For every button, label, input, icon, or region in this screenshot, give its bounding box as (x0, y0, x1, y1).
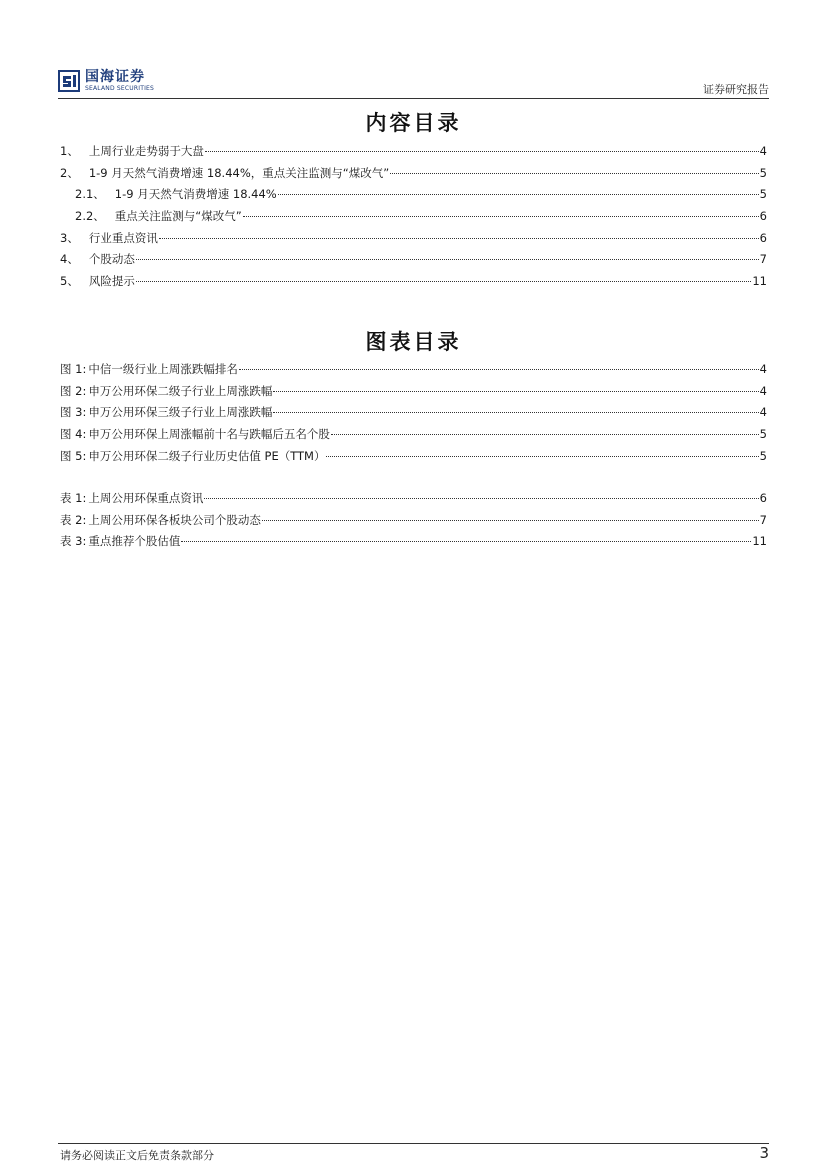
toc-entry-label: 1-9 月天然气消费增速 18.44%，重点关注监测与“煤改气” (88, 165, 390, 180)
figures-list (60, 361, 767, 469)
toc-entry[interactable] (60, 230, 767, 252)
toc-entry-number: 4、 (60, 252, 79, 267)
toc-entry-number: 2、 (60, 165, 79, 180)
logo-english-name: SEALAND SECURITIES (85, 85, 155, 92)
toc-entry[interactable] (60, 143, 767, 165)
contents-list (60, 143, 767, 295)
toc-entry-page: 6 (759, 209, 767, 224)
figure-entry[interactable] (60, 383, 767, 405)
dot-leader (159, 238, 759, 239)
footer-divider (58, 1143, 769, 1144)
toc-entry-label: 行业重点资讯 (88, 230, 158, 245)
dot-leader (243, 216, 759, 217)
figure-entry-page: 4 (759, 362, 767, 376)
toc-entry-page: 11 (752, 274, 767, 289)
dot-leader (262, 520, 759, 521)
dot-leader (136, 281, 752, 282)
toc-entry-page: 6 (759, 230, 767, 245)
table-entry-page: 6 (759, 491, 767, 505)
figure-entry-page: 4 (759, 383, 767, 398)
figure-entry-label: 申万公用环保二级子行业历史估值 PE（TTM） (88, 448, 326, 463)
dot-leader (181, 541, 751, 542)
dot-leader (331, 434, 759, 435)
toc-entry-page: 5 (759, 187, 767, 202)
figure-entry[interactable] (60, 361, 767, 383)
dot-leader (273, 391, 758, 392)
figures-title: 图表目录 (365, 330, 462, 354)
toc-entry-page: 4 (759, 144, 767, 158)
toc-entry-number: 5、 (60, 274, 79, 289)
page-number: 3 (759, 1144, 769, 1162)
footer-disclaimer: 请务必阅读正文后免责条款部分 (60, 1149, 214, 1162)
table-entry-label: 上周公用环保各板块公司个股动态 (88, 512, 261, 527)
figure-entry-number: 图 3: (60, 405, 87, 420)
figure-entry-label: 申万公用环保三级子行业上周涨跌幅 (88, 405, 273, 420)
table-entry-label: 重点推荐个股估值 (88, 534, 181, 549)
table-entry-number: 表 3: (60, 534, 87, 549)
dot-leader (204, 498, 758, 499)
toc-subentry[interactable] (60, 208, 767, 230)
toc-entry-label: 个股动态 (88, 252, 135, 267)
dot-leader (278, 194, 759, 195)
figure-entry[interactable] (60, 448, 767, 470)
dot-leader (136, 259, 759, 260)
toc-entry-label: 1-9 月天然气消费增速 18.44% (114, 187, 277, 202)
table-entry-number: 表 2: (60, 512, 87, 527)
figure-entry-number: 图 5: (60, 448, 87, 463)
dot-leader (239, 369, 759, 370)
toc-entry-label: 重点关注监测与“煤改气” (114, 209, 242, 224)
figure-entry[interactable] (60, 426, 767, 448)
toc-entry-label: 上周行业走势弱于大盘 (88, 144, 204, 158)
dot-leader (273, 412, 758, 413)
toc-entry-page: 5 (759, 165, 767, 180)
table-entry-number: 表 1: (60, 491, 87, 505)
toc-entry-number: 3、 (60, 230, 79, 245)
table-entry[interactable] (60, 512, 767, 534)
figure-entry-label: 申万公用环保上周涨幅前十名与跌幅后五名个股 (88, 427, 330, 442)
table-entry-page: 11 (752, 534, 767, 549)
toc-subentry[interactable] (60, 186, 767, 208)
report-type-label: 证券研究报告 (703, 83, 769, 96)
toc-entry-number: 1、 (60, 144, 79, 158)
figure-entry-number: 图 1: (60, 362, 87, 376)
toc-entry-label: 风险提示 (88, 274, 135, 289)
toc-entry-page: 7 (759, 252, 767, 267)
dot-leader (390, 173, 758, 174)
company-logo (58, 70, 154, 92)
table-entry-label: 上周公用环保重点资讯 (88, 491, 204, 505)
toc-entry[interactable] (60, 273, 767, 295)
table-entry-page: 7 (759, 512, 767, 527)
toc-entry[interactable] (60, 251, 767, 273)
figure-entry[interactable] (60, 404, 767, 426)
figure-entry-label: 中信一级行业上周涨跌幅排名 (88, 362, 238, 376)
figure-entry-page: 4 (759, 405, 767, 420)
header-divider (58, 98, 769, 99)
logo-chinese-name: 国海证券 (85, 69, 145, 85)
figure-entry-number: 图 4: (60, 427, 87, 442)
dot-leader (205, 151, 759, 152)
figure-entry-label: 申万公用环保二级子行业上周涨跌幅 (88, 383, 273, 398)
dot-leader (326, 456, 758, 457)
toc-entry-number: 2.2、 (75, 209, 105, 224)
figure-entry-page: 5 (759, 448, 767, 463)
figure-entry-number: 图 2: (60, 383, 87, 398)
contents-title: 内容目录 (365, 111, 462, 135)
toc-entry-number: 2.1、 (75, 187, 105, 202)
table-entry[interactable] (60, 533, 767, 555)
sealand-logo-icon (58, 70, 80, 92)
tables-list (60, 490, 767, 555)
figure-entry-page: 5 (759, 427, 767, 442)
table-entry[interactable] (60, 490, 767, 512)
toc-entry[interactable] (60, 165, 767, 187)
